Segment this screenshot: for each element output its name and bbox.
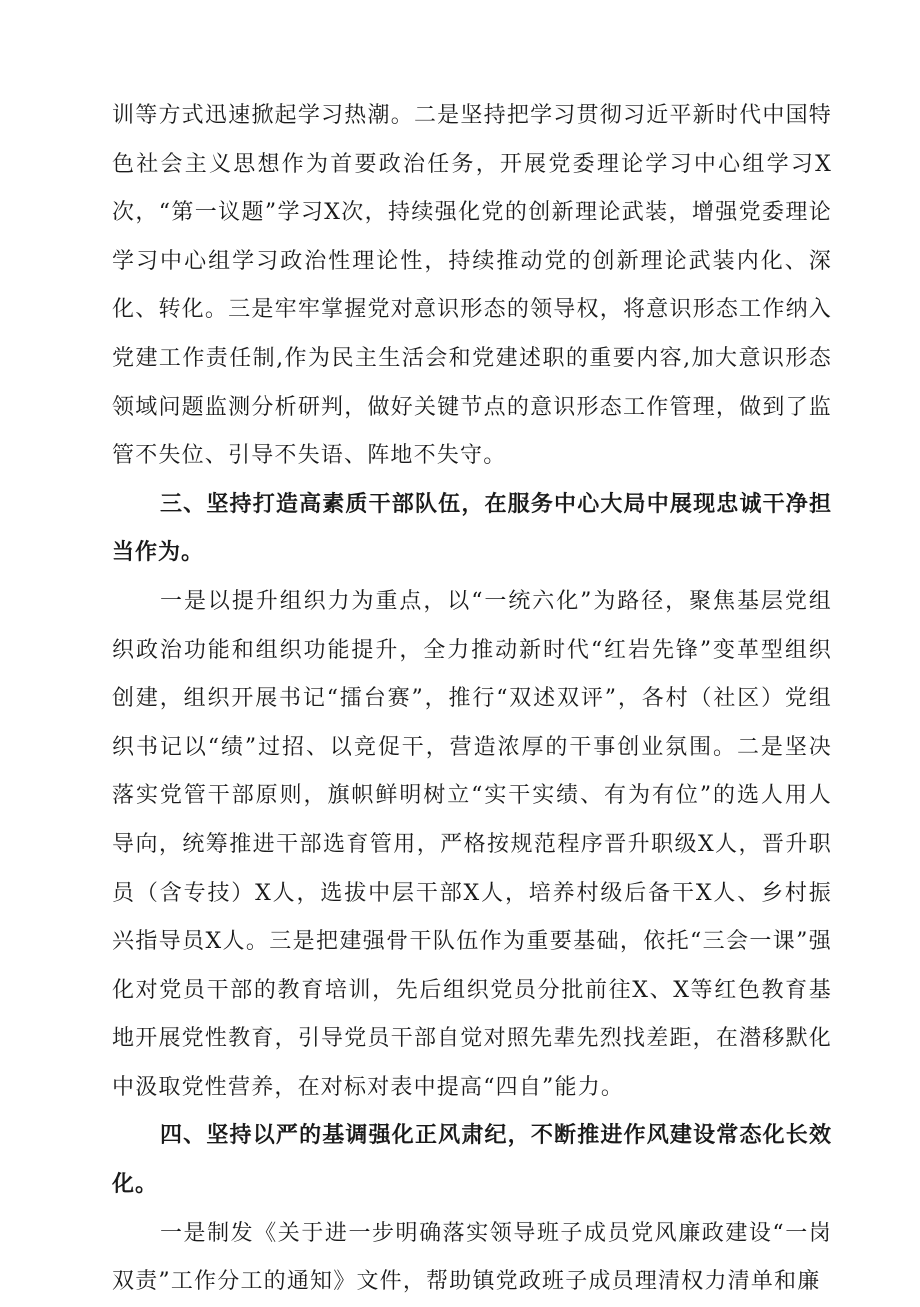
section-heading-3: 三、坚持打造高素质干部队伍，在服务中心大局中展现忠诚干净担当作为。 xyxy=(112,491,832,566)
section-heading-4: 四、坚持以严的基调强化正风肃纪，不断推进作风建设常态化长效化。 xyxy=(112,1123,832,1198)
paragraph-section-4: 一是制发《关于进一步明确落实领导班子成员党风廉政建设“一岗双责”工作分工的通知》文件，帮助镇党政班子成员理清权力清单和廉 xyxy=(112,1220,832,1295)
paragraph-section-3: 一是以提升组织力为重点，以“一统六化”为路径，聚焦基层党组织政治功能和组织功能提升，全力推动新时代“红岩先锋”变革型组织创建，组织开展书记“擂台赛”，推行“双述双评”，各村（社区）党组织书记以“绩”过招、以竞促干，营造浓厚的干事创业氛围。二是坚决落实党管干部原则，旗帜鲜明树立“实干实绩、有为有位”的选人用人导向，统筹推进干部选育管用，严格按规范程序晋升职级X人，晋升职员（含专技）X人，选拔中层干部X人，培养村级后备干X人、乡村振兴指导员X人。三是把建强骨干队伍作为重要基础，依托“三会一课”强化对党员干部的教育培训，先后组织党员分批前往X、X等红色教育基地开展党性教育，引导党员干部自觉对照先辈先烈找差距，在潜移默化中汲取党性营养，在对标对表中提高“四自”能力。 xyxy=(112,588,832,1100)
document-body xyxy=(112,92,832,1307)
paragraph-continuation: 训等方式迅速掀起学习热潮。二是坚持把学习贯彻习近平新时代中国特色社会主义思想作为首要政治任务，开展党委理论学习中心组学习X次，“第一议题”学习X次，持续强化党的创新理论武装，增强党委理论学习中心组学习政治性理论性，持续推动党的创新理论武装内化、深化、转化。三是牢牢掌握党对意识形态的领导权，将意识形态工作纳入党建工作责任制,作为民主生活会和党建述职的重要内容,加大意识形态领域问题监测分析研判，做好关键节点的意识形态工作管理，做到了监管不失位、引导不失语、阵地不失守。 xyxy=(112,103,832,469)
